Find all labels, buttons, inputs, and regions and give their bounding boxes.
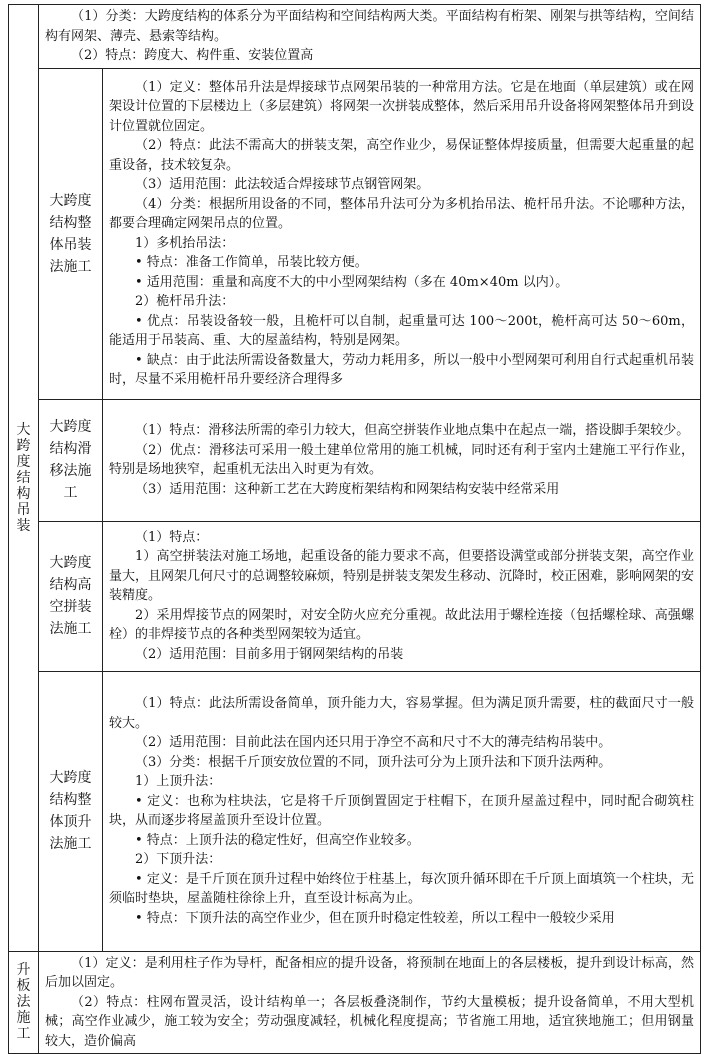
content-line: 2）下顶升法： [135, 852, 222, 867]
content-line: • 适用范围：重量和高度不大的中小型网架结构（多在 40m×40m 以内）。 [135, 274, 569, 290]
content-line: • 优点：吊装设备较一般，且桅杆可以自制，起重量可达 100～200t，桅杆高可达 50～60m，能适用于吊装高、重、大的屋盖结构，特别是网架。 [109, 313, 694, 348]
section-label: 大跨度结构高空拼装法施工 [39, 521, 103, 671]
bottom-label-text: 升板法施工 [16, 962, 31, 1043]
content-line: 1）多机抬吊法： [135, 235, 235, 251]
content-line: （2）特点：此法不需高大的拼装支架，高空作业少，易保证整体焊接质量，但需要大起重量的起重设备，技术较复杂。 [109, 138, 694, 173]
document-table [8, 4, 701, 1049]
content-line: 1）高空拼装法对施工场地，起重设备的能力要求不高，但要搭设满堂或部分拼装支架，高空作业量大，且网架几何尺寸的总调整较麻烦，特别是拼装支架发生移动、沉降时，校正困难，影响网架的安装精度。 [109, 549, 695, 604]
section-label: 大跨度结构整体吊装法施工 [39, 68, 103, 399]
content-line: • 特点：上顶升法的稳定性好，但高空作业较多。 [135, 832, 420, 848]
top-line: （1）分类：大跨度结构的体系分为平面结构和空间结构两大类。平面结构有桁架、刚架与拱等结构，空间结构有网架、薄壳、悬索等结构。 [45, 9, 694, 44]
content-line: • 特点：下顶升法的高空作业少，但在顶升时稳定性较差，所以工程中一般较少采用 [135, 910, 615, 926]
content-line: （3）适用范围：此法较适合焊接球节点钢管网架。 [135, 177, 430, 192]
content-line: （2）优点：滑移法可采用一般土建单位常用的施工机械，同时还有利于室内土建施工平行作业，特别是场地狭窄，起重机无法出入时更为有效。 [109, 442, 694, 477]
content-line: • 缺点：由于此法所需设备数量大，劳动力耗用多，所以一般中小型网架可利用自行式起重机吊装时，尽量不采用桅杆吊升要经济合理得多 [109, 352, 694, 387]
bottom-vertical-label [9, 951, 39, 1054]
content-line: （4）分类：根据所用设备的不同，整体吊升法可分为多机抬吊法、桅杆吊升法。不论哪种方法，都要合理确定网架吊点的位置。 [109, 196, 694, 231]
content-line: （1）特点： [135, 529, 209, 545]
content-line: • 定义：是千斤顶在顶升过程中始终位于柱基上，每次顶升循环即在千斤顶上面填筑一个柱块，无须临时垫块，屋盖随柱徐徐上升，直至设计标高为止。 [109, 871, 694, 906]
left-vertical-label [9, 5, 39, 952]
content-line: • 特点：准备工作简单，吊装比较方便。 [135, 255, 368, 270]
section-label: 大跨度结构整体顶升法施工 [39, 671, 103, 951]
content-line: （3）适用范围：这种新工艺在大跨度桁架结构和网架结构安装中经常采用 [135, 481, 560, 497]
content-line: （1）特点：滑移法所需的牵引力较大，但高空拼装作业地点集中在起点一端，搭设脚手架较少。 [135, 423, 690, 438]
content-line: 2）采用焊接节点的网架时，对安全防火应充分重视。故此法用于螺栓连接（包括螺栓球、高强螺栓）的非焊接节点的各种类型网架较为适宜。 [109, 607, 694, 643]
content-line: （1）定义：整体吊升法是焊接球节点网架吊装的一种常用方法。它是在地面（单层建筑）或在网架设计位置的下层楼边上（多层建筑）将网架一次拼装成整体，然后采用吊升设备将网架整体吊升到设计位置就位固定。 [109, 79, 695, 134]
top-block [39, 5, 701, 69]
content-line: （1）特点：此法所需设备简单，顶升能力大，容易掌握。但为满足顶升需要，柱的截面尺寸一般较大。 [109, 696, 694, 731]
content-line: （2）特点：柱网布置灵活，设计结构单一；各层板叠浇制作，节约大量模板；提升设备简单，不用大型机械；高空作业减少，施工较为安全；劳动强度减轻，机械化程度提高；节省施工用地，适宜狭地施工；但用钢量较大，造价偏高 [45, 994, 694, 1049]
left-label-text: 大跨度结构吊装 [16, 421, 31, 534]
construction-methods-table [8, 4, 701, 1054]
content-line: （1）定义：是利用柱子作为导杆，配备相应的提升设备，将预制在地面上的各层楼板，提升到设计标高，然后加以固定。 [45, 955, 694, 990]
content-line: （2）适用范围：目前此法在国内还只用于净空不高和尺寸不大的薄壳结构吊装中。 [135, 735, 612, 750]
content-line: （2）适用范围：目前多用于钢网架结构的吊装 [135, 646, 404, 662]
content-line: • 定义：也称为柱块法，它是将千斤顶倒置固定于柱帽下，在顶升屋盖过程中，同时配合砌筑柱块，从而逐步将屋盖顶升至设计位置。 [109, 793, 694, 828]
content-line: 2）桅杆吊升法： [135, 294, 235, 309]
section-content [103, 68, 701, 399]
section-content [103, 399, 701, 521]
section-content [103, 671, 701, 951]
top-line: （2）特点：跨度大、构件重、安装位置高 [71, 48, 314, 63]
content-line: 1）上顶升法： [135, 774, 222, 789]
section-content [103, 521, 701, 671]
bottom-block [39, 951, 701, 1054]
section-label: 大跨度结构滑移法施工 [39, 399, 103, 521]
content-line: （3）分类：根据千斤顶安放位置的不同，顶升法可分为上顶升法和下顶升法两种。 [135, 754, 612, 770]
